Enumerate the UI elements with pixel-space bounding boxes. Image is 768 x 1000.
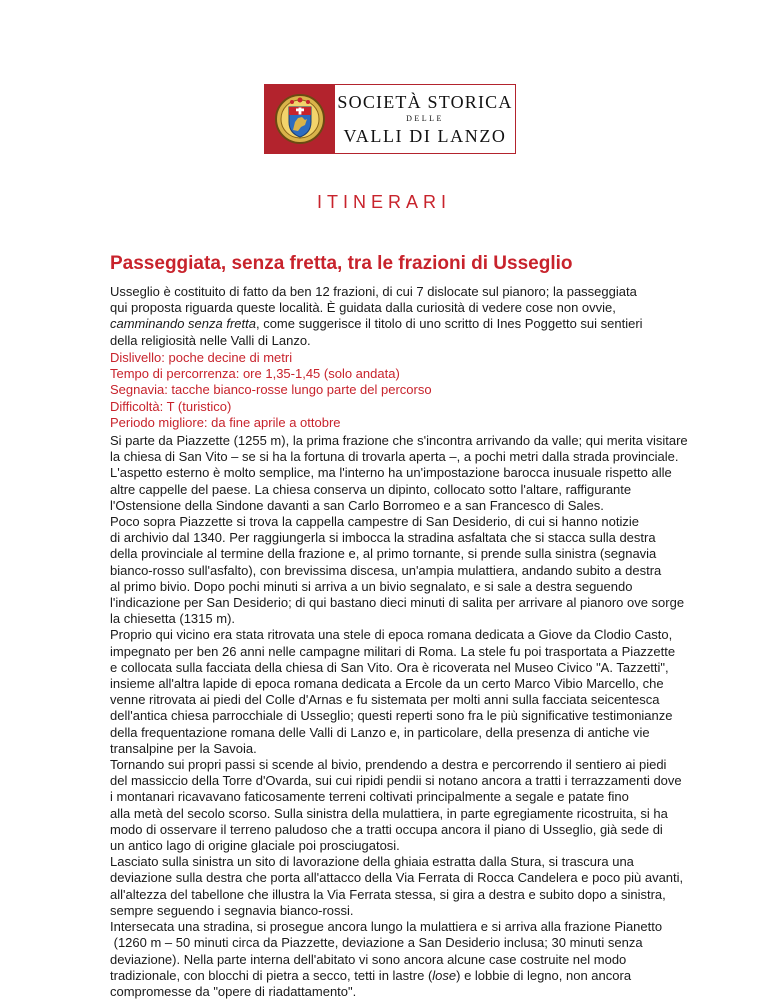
body-line: del massiccio della Torre d'Ovarda, sui cui ripidi pendii si notano ancora a tratti i terrazzamenti dove [110,773,682,789]
info-trail-markers: Segnavia: tacche bianco-rosse lungo parte del percorso [110,382,432,398]
body-line: alla metà del secolo scorso. Sulla sinistra della mulattiera, in parte egregiamente ricostruita, si ha [110,805,668,821]
body-line: transalpine per la Savoia. [110,740,257,756]
itinerary-body [110,433,688,1000]
page-title: Passeggiata, senza fretta, tra le frazioni di Usseglio [110,253,573,274]
intro-line: qui proposta riguarda queste località. È guidata dalla curiosità di vedere cose non ovvie, [110,300,616,316]
body-line: compromesse da "opere di riadattamento". [110,983,357,999]
logo-wordmark [335,85,515,153]
body-line: impegnato per ben 26 anni nelle campagne militari di Roma. La stele fu poi trasportata a Piazzette [110,643,676,659]
body-line: tradizionale, con blocchi di pietra a secco, tetti in lastre (lose) e lobbie di legno, non ancora [110,967,632,983]
body-line: un antico lago di origine glaciale poi prosciugatosi. [110,838,400,854]
body-line: deviazione). Nella parte interna dell'abitato vi sono ancora alcune case costruite nel modo [110,951,627,967]
intro-paragraph [110,284,685,349]
body-line: Poco sopra Piazzette si trova la cappella campestre di San Desiderio, di cui si hanno notizie [110,514,639,530]
info-difference-in-height: Dislivello: poche decine di metri [110,350,293,365]
intro-line: della religiosità nelle Valli di Lanzo. [110,332,311,348]
body-line: della frequentazione romana delle Valli di Lanzo e, in particolare, della presenza di antiche vie [110,724,650,740]
body-line: Intersecata una stradina, si prosegue ancora lungo la mulattiera e si arriva alla frazione Pianetto [110,919,663,935]
body-line: modo di osservare il terreno paludoso che a tratti occupa ancora il piano di Usseglio, già sede di [110,821,663,837]
body-line: deviazione sulla destra che porta all'attacco della Via Ferrata di Rocca Candelera e poco più avanti, [110,870,684,886]
body-line: al primo bivio. Dopo pochi minuti si arriva a un bivio segnalato, e si sale a destra seguendo [110,578,633,594]
body-line: all'altezza del tabellone che illustra la Via Ferrata stessa, si gira a destra e subito dopo a sinistra, [110,886,666,902]
intro-line: Usseglio è costituito di fatto da ben 12 frazioni, di cui 7 dislocate sul pianoro; la passeggiata [110,284,637,299]
logo-line-1: SOCIETÀ STORICA [337,92,513,112]
route-info-list [110,350,685,431]
body-line: dell'antica chiesa parrocchiale di Usseglio; questi reperti sono fra le più significative testimonianze [110,708,673,724]
body-line: della provinciale al termine della frazione e, al primo tornante, si prende sulla sinistra (segnavia [110,546,657,562]
body-line: di archivio dal 1340. Per raggiungerla si imbocca la stradina asfaltata che si stacca sulla destra [110,530,656,546]
intro-line: camminando senza fretta, come suggerisce il titolo di uno scritto di Ines Poggetto sui sentieri [110,316,643,332]
society-logo [264,84,516,154]
body-line: e collocata sulla facciata della chiesa di San Vito. Ora è ricoverata nel Museo Civico "A. Tazzetti", [110,659,669,675]
body-line: la chiesetta (1315 m). [110,611,236,627]
body-line: bianco-rosso sull'asfalto), con brevissima discesa, un'ampia mulattiera, andando subito a destra [110,562,662,578]
body-line: insieme all'altra lapide di epoca romana dedicata a Ercole da un certo Marco Vibio Marcello, che [110,676,664,692]
section-heading: ITINERARI [316,192,451,212]
body-line: Si parte da Piazzette (1255 m), la prima frazione che s'incontra arrivando da valle; qui merita visitare [110,433,688,448]
body-line: (1260 m – 50 minuti circa da Piazzette, deviazione a San Desiderio inclusa; 30 minuti senza [110,935,643,951]
body-line: i montanari ricavavano faticosamente terreni coltivati principalmente a segale e patate fino [110,789,629,805]
info-best-period: Periodo migliore: da fine aprile a ottobre [110,414,341,430]
coat-of-arms-icon [265,85,335,153]
body-line: l'indicazione per San Desiderio; di qui bastano dieci minuti di salita per arrivare al pianoro ove sorge [110,595,685,611]
logo-line-3: VALLI DI LANZO [343,126,507,146]
info-walking-time: Tempo di percorrenza: ore 1,35-1,45 (solo andata) [110,366,400,382]
body-line: Proprio qui vicino era stata ritrovata una stele di epoca romana dedicata a Giove da Clodio Casto, [110,627,673,643]
body-line: L'aspetto esterno è molto semplice, ma l'interno ha un'impostazione barocca inusuale rispetto alle [110,465,672,481]
logo-line-2: DELLE [406,114,444,123]
body-line: venne ritrovata ai piedi del Colle d'Arnas e fu sistemata per molti anni sulla facciata seicentesca [110,692,660,708]
body-line: la chiesa di San Vito – se si ha la fortuna di trovarla aperta –, a pochi metri dalla strada provinciale. [110,449,679,465]
info-difficulty: Difficoltà: T (turistico) [110,398,232,414]
body-line: Lasciato sulla sinistra un sito di lavorazione della ghiaia estratta dalla Stura, si trascura una [110,854,634,870]
body-line: Tornando sui propri passi si scende al bivio, prendendo a destra e percorrendo il sentiero ai piedi [110,757,667,773]
body-line: sempre seguendo i segnavia bianco-rossi. [110,902,354,918]
body-line: altre cappelle del paese. La chiesa conserva un dipinto, collocato sotto l'altare, raffigurante [110,481,632,497]
body-line: l'Ostensione della Sindone davanti a san Carlo Borromeo e a san Francesco di Sales. [110,497,604,513]
